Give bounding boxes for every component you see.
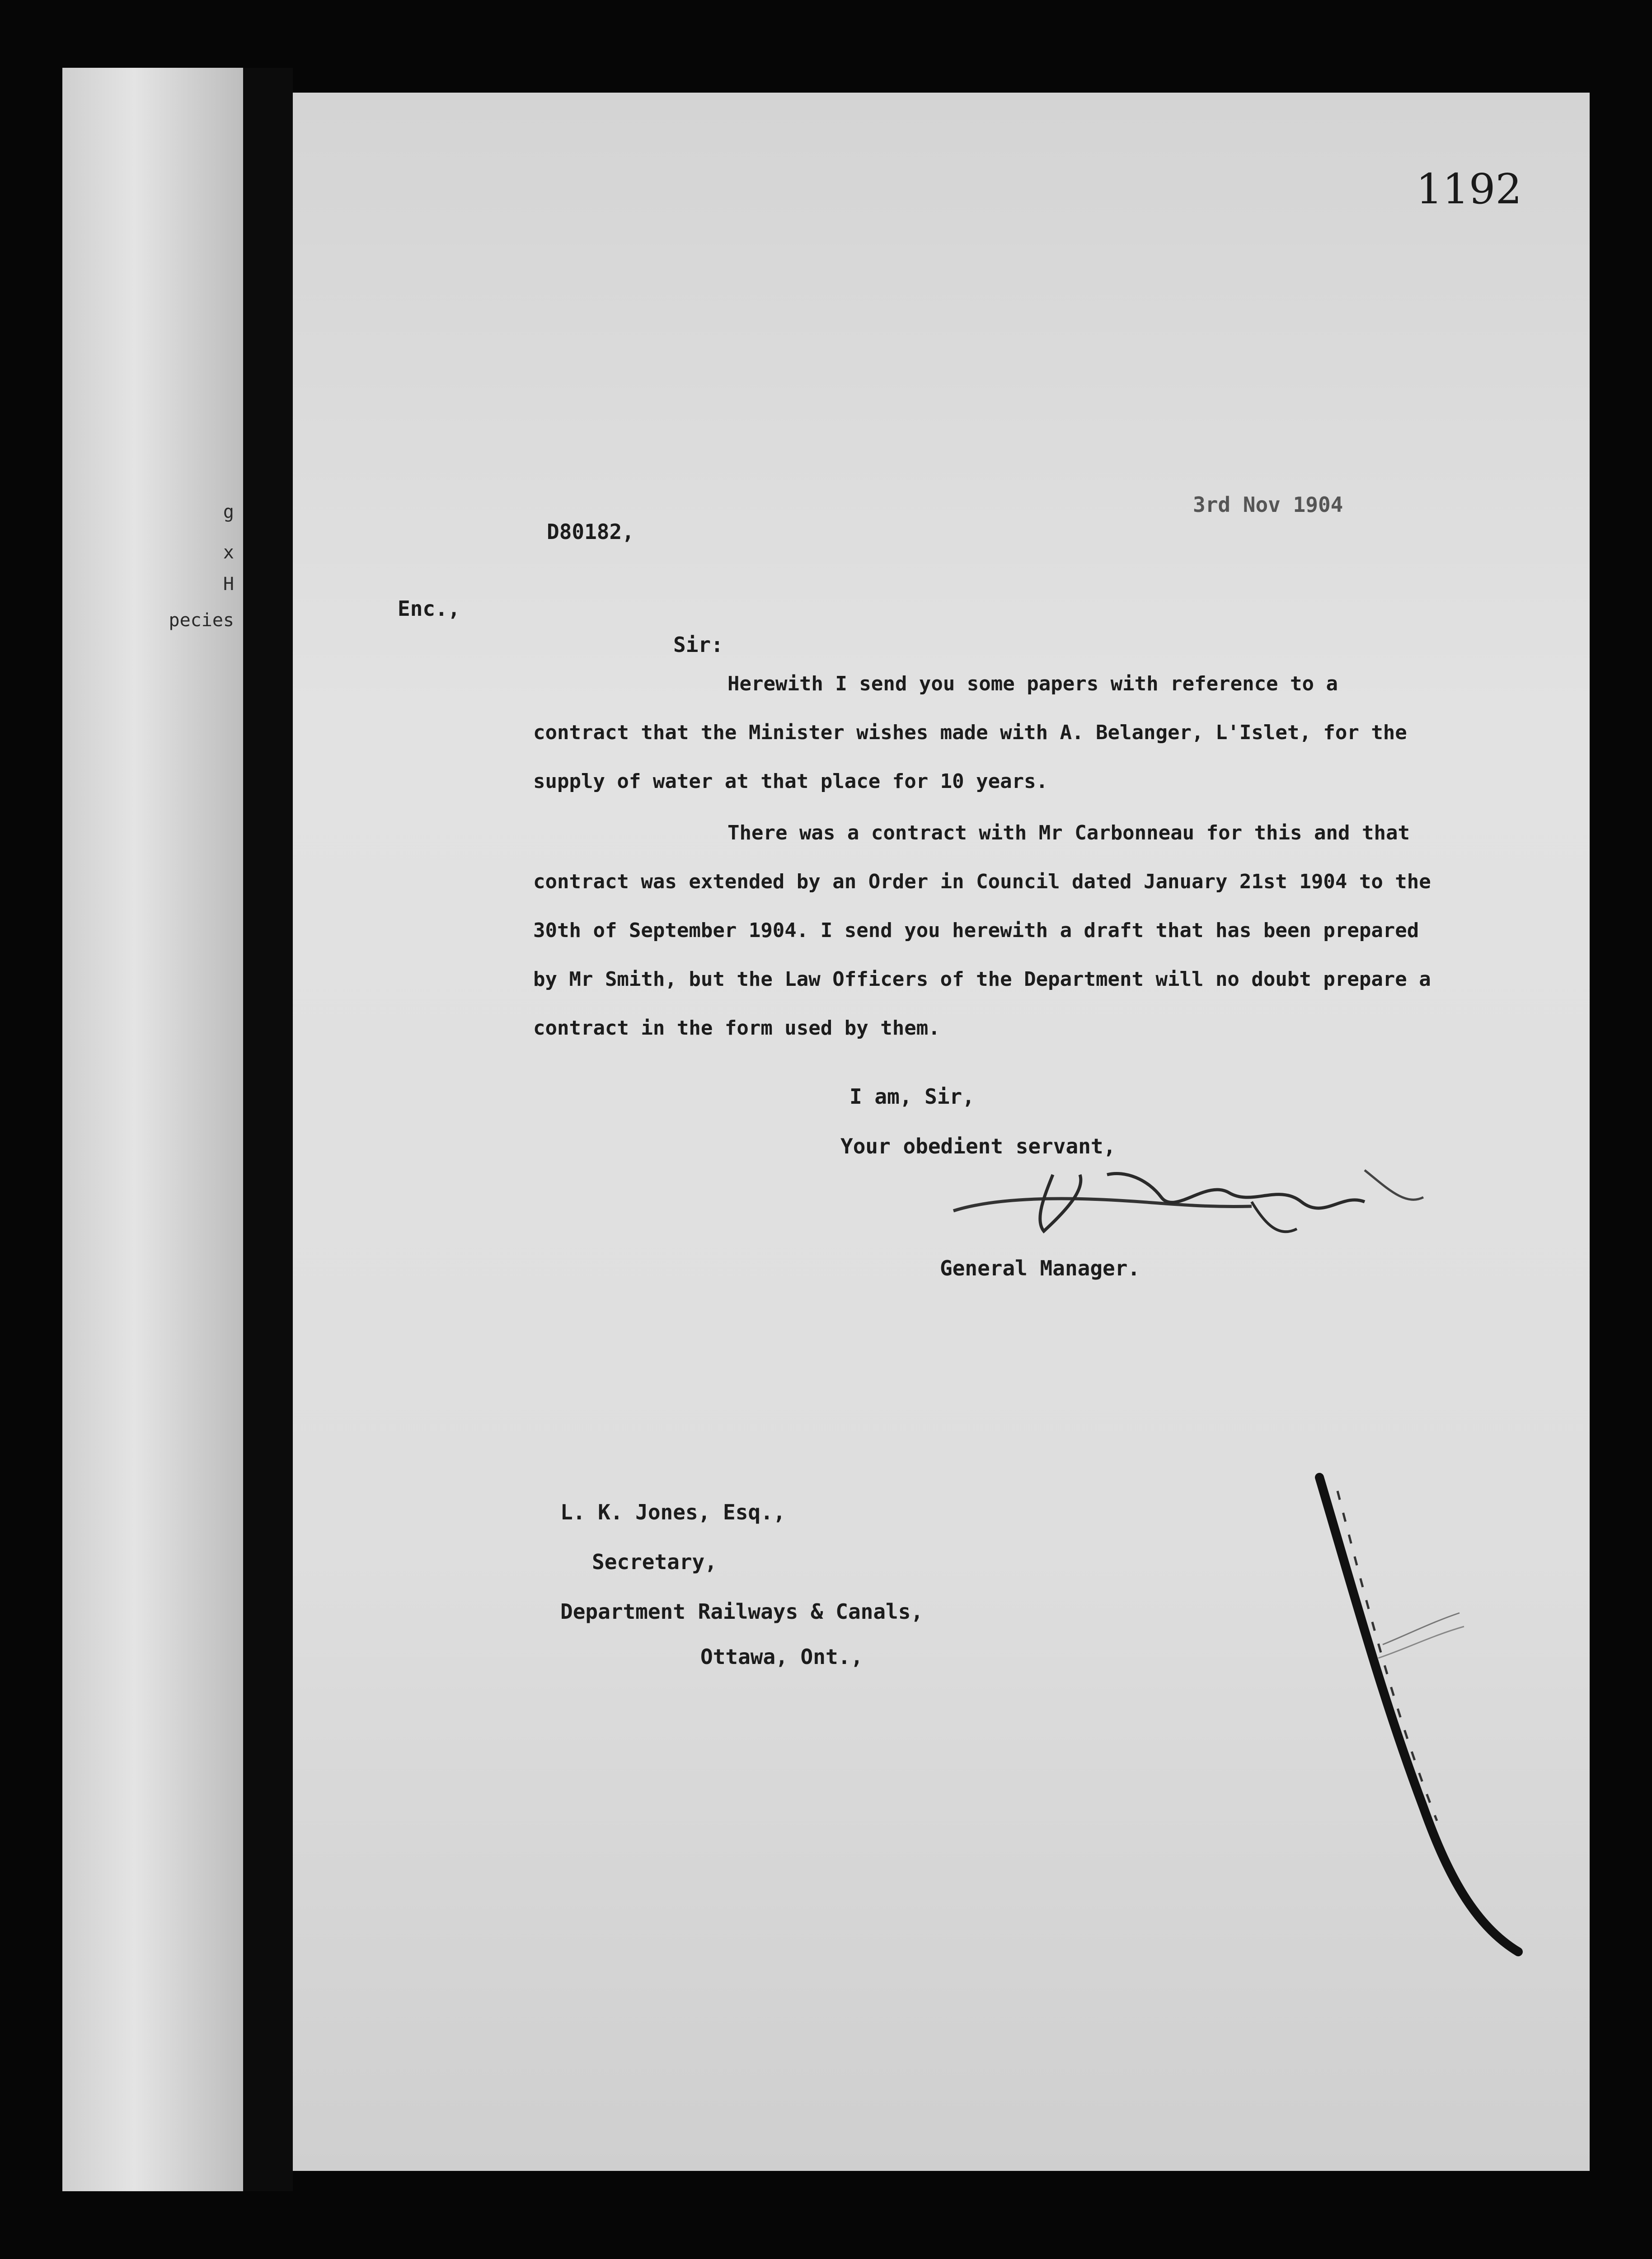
handwritten-signature [935, 1152, 1437, 1242]
addressee-department: Department Railways & Canals, [560, 1599, 924, 1624]
addressee-position: Secretary, [592, 1550, 717, 1574]
paragraph-1: Herewith I send you some papers with reference to a contract that the Minister wishes made with A. Belanger, L'Islet, for the supply of water at that place for 10 years. [533, 672, 1407, 793]
letter-date: 3rd Nov 1904 [1193, 492, 1343, 517]
signatory-title: General Manager. [940, 1256, 1140, 1280]
strip-fragment: x [223, 542, 234, 563]
pen-stroke-mark [1301, 1464, 1536, 1970]
salutation: Sir: [673, 633, 723, 657]
closing: I am, Sir, [849, 1084, 975, 1109]
enclosure-note: Enc., [398, 596, 460, 621]
adjacent-page-strip [62, 68, 243, 2191]
paragraph-2: There was a contract with Mr Carbonneau for this and that contract was extended by an Order in Council dated January 21st 1904 to the 30th of September 1904. I send you herewith a draft that has been prepared by Mr Smith, but the Law Officers of the Department will no doubt prepare a contract in the form used by them. [533, 821, 1431, 1040]
strip-fragment: pecies [169, 610, 234, 631]
reference-number: D80182, [547, 520, 634, 544]
strip-fragment: H [223, 574, 234, 595]
addressee-city: Ottawa, Ont., [700, 1645, 864, 1669]
binding-gap [243, 68, 293, 2191]
page-number: 1192 [1416, 165, 1522, 213]
strip-fragment: g [223, 501, 234, 522]
addressee-name: L. K. Jones, Esq., [560, 1500, 786, 1524]
valediction: Your obedient servant, [840, 1134, 1116, 1158]
